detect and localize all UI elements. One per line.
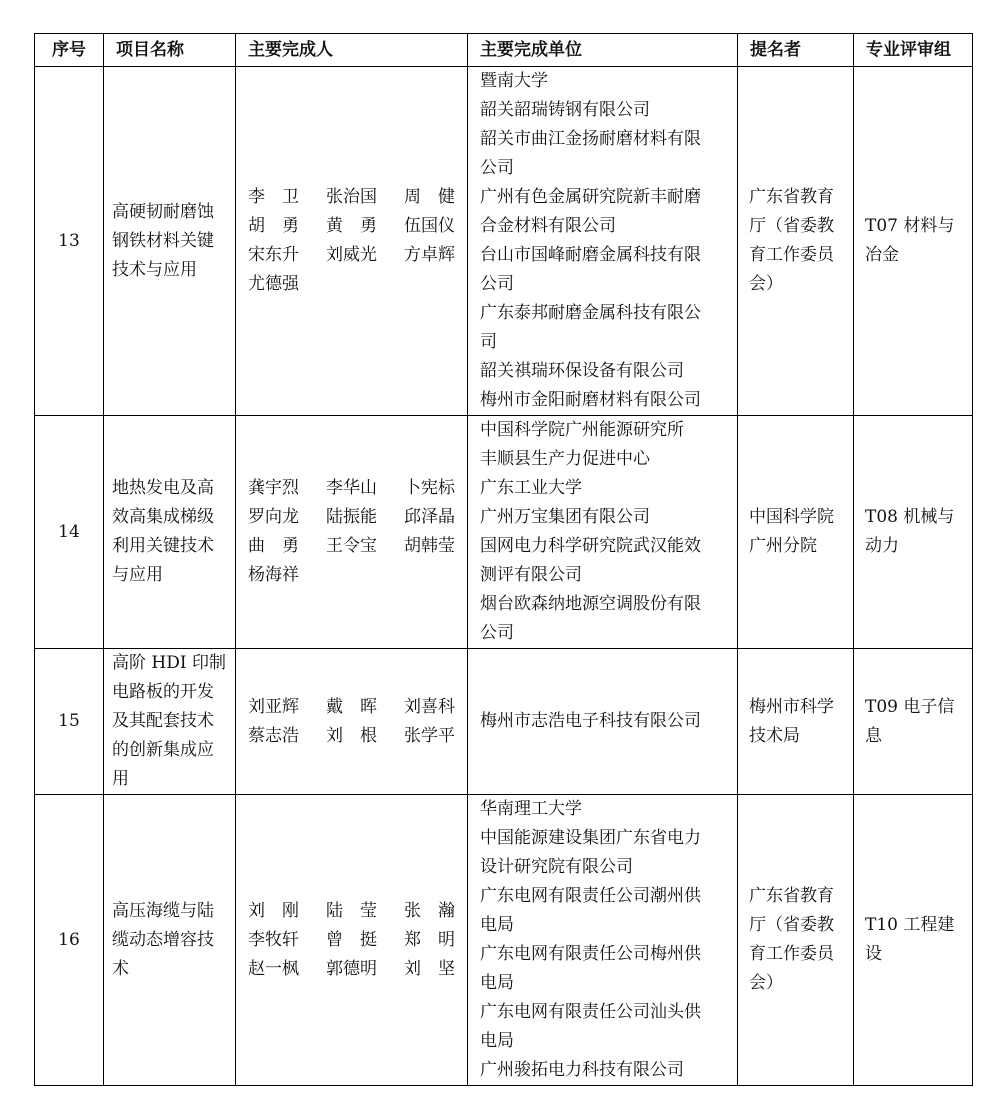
person-name: 王令宝 [326, 536, 377, 556]
header-main-units: 主要完成单位 [468, 34, 738, 67]
person-name: 张治国 [326, 187, 377, 207]
person-name: 李牧轩 [248, 929, 299, 950]
review-group-line: 设 [865, 944, 882, 964]
main-people-cell [236, 416, 468, 649]
people-line [248, 722, 455, 751]
unit-line: 梅州市志浩电子科技有限公司 [480, 711, 701, 731]
review-group-cell [854, 416, 973, 649]
people-line [248, 474, 455, 503]
person-name: 蔡志浩 [248, 725, 299, 746]
unit-line: 电局 [480, 973, 514, 993]
project-name-line: 地热发电及高 [112, 478, 214, 498]
person-name: 罗向龙 [248, 507, 299, 527]
nominator-line: 会） [749, 274, 783, 294]
main-units-cell [468, 416, 738, 649]
person-name: 张 瀚 [404, 900, 455, 921]
table-row [35, 795, 973, 1086]
unit-line: 广东泰邦耐磨金属科技有限公 [480, 303, 701, 323]
review-group-line: T08 机械与 [865, 507, 955, 527]
person-name: 邱泽晶 [404, 507, 455, 527]
review-group-cell [854, 649, 973, 795]
nominator-cell [738, 649, 854, 795]
main-units-cell [468, 795, 738, 1086]
people-line [248, 693, 455, 722]
header-review-group: 专业评审组 [854, 34, 973, 67]
review-group-line: T09 电子信 [865, 696, 955, 717]
person-name: 刘 刚 [248, 900, 299, 921]
table-body [35, 67, 973, 1086]
unit-line: 韶关祺瑞环保设备有限公司 [480, 361, 684, 381]
person-name: 郭德明 [326, 958, 377, 979]
row-number: 14 [35, 416, 104, 649]
project-name-line: 高压海缆与陆 [112, 900, 214, 921]
unit-line: 电局 [480, 915, 514, 935]
review-group-line: 动力 [865, 536, 899, 556]
people-line [248, 926, 455, 955]
project-name-line: 的创新集成应 [112, 740, 214, 760]
person-name: 宋东升 [248, 245, 299, 265]
unit-line: 广东电网有限责任公司梅州供 [480, 944, 701, 964]
unit-line: 梅州市金阳耐磨材料有限公司 [480, 390, 701, 410]
review-group-cell [854, 67, 973, 416]
project-name-line: 技术与应用 [112, 259, 197, 280]
people-line [248, 270, 455, 299]
people-line [248, 503, 455, 532]
project-name-line: 高阶 HDI 印制 [112, 653, 226, 673]
unit-line: 台山市国峰耐磨金属科技有限 [480, 245, 701, 265]
project-name-line: 与应用 [112, 565, 163, 585]
person-name: 周 健 [404, 187, 455, 207]
review-group-cell [854, 795, 973, 1086]
nominator-line: 梅州市科学 [749, 696, 834, 717]
main-people-cell [236, 795, 468, 1086]
header-no: 序号 [35, 34, 104, 67]
unit-line: 测评有限公司 [480, 565, 582, 585]
unit-line: 中国科学院广州能源研究所 [480, 420, 684, 440]
person-name: 陆 莹 [326, 900, 377, 921]
review-group-line: T07 材料与 [865, 216, 955, 236]
unit-line: 暨南大学 [480, 71, 548, 91]
main-units-cell [468, 649, 738, 795]
person-name: 郑 明 [404, 929, 455, 950]
project-name-line: 术 [112, 958, 129, 979]
unit-line: 中国能源建设集团广东省电力 [480, 828, 701, 848]
main-units-cell [468, 67, 738, 416]
review-group-line: 冶金 [865, 245, 899, 265]
people-line [248, 241, 455, 270]
nominator-line: 育工作委员 [749, 944, 834, 964]
table-row [35, 416, 973, 649]
person-name: 胡韩莹 [404, 536, 455, 556]
unit-line: 电局 [480, 1031, 514, 1051]
project-name-cell [104, 649, 236, 795]
header-main-people: 主要完成人 [236, 34, 468, 67]
nominator-line: 厅（省委教 [749, 915, 834, 935]
unit-line: 华南理工大学 [480, 799, 582, 819]
nominator-line: 广东省教育 [749, 187, 834, 207]
unit-line: 丰顺县生产力促进中心 [480, 449, 650, 469]
nominator-line: 广东省教育 [749, 886, 834, 906]
person-name: 卜宪标 [404, 478, 455, 498]
main-people-cell [236, 67, 468, 416]
person-name: 尤德强 [248, 274, 299, 294]
unit-line: 公司 [480, 158, 514, 178]
person-name: 杨海祥 [248, 565, 299, 585]
project-name-cell [104, 67, 236, 416]
unit-line: 广东工业大学 [480, 478, 582, 498]
nominator-line: 会） [749, 973, 783, 993]
unit-line: 广州万宝集团有限公司 [480, 507, 650, 527]
main-people-cell [236, 649, 468, 795]
unit-line: 韶关韶瑞铸钢有限公司 [480, 100, 650, 120]
project-name-cell [104, 795, 236, 1086]
project-name-line: 利用关键技术 [112, 536, 214, 556]
project-name-line: 及其配套技术 [112, 711, 214, 731]
people-line [248, 897, 455, 926]
person-name: 刘 坚 [404, 958, 455, 979]
people-line [248, 561, 455, 590]
row-number: 13 [35, 67, 104, 416]
person-name: 伍国仪 [404, 216, 455, 236]
unit-line: 公司 [480, 623, 514, 643]
nominator-cell [738, 795, 854, 1086]
project-name-cell [104, 416, 236, 649]
person-name: 刘威光 [326, 245, 377, 265]
review-group-line: 息 [865, 725, 882, 746]
unit-line: 合金材料有限公司 [480, 216, 616, 236]
project-name-line: 效高集成梯级 [112, 507, 214, 527]
award-table [34, 33, 973, 1086]
project-name-line: 用 [112, 769, 129, 789]
project-name-line: 缆动态增容技 [112, 929, 214, 950]
nominator-line: 厅（省委教 [749, 216, 834, 236]
unit-line: 广东电网有限责任公司汕头供 [480, 1002, 701, 1022]
person-name: 曲 勇 [248, 536, 299, 556]
header-nominator: 提名者 [738, 34, 854, 67]
person-name: 黄 勇 [326, 216, 377, 236]
person-name: 李华山 [326, 478, 377, 498]
nominator-cell [738, 67, 854, 416]
unit-line: 烟台欧森纳地源空调股份有限 [480, 594, 701, 614]
person-name: 刘喜科 [404, 696, 455, 717]
unit-line: 韶关市曲江金扬耐磨材料有限 [480, 129, 701, 149]
unit-line: 广东电网有限责任公司潮州供 [480, 886, 701, 906]
person-name: 赵一枫 [248, 958, 299, 979]
header-project-name: 项目名称 [104, 34, 236, 67]
unit-line: 设计研究院有限公司 [480, 857, 633, 877]
person-name: 胡 勇 [248, 216, 299, 236]
project-name-line: 钢铁材料关键 [112, 230, 214, 251]
person-name: 曾 挺 [326, 929, 377, 950]
people-line [248, 532, 455, 561]
people-line [248, 955, 455, 984]
person-name: 龚宇烈 [248, 478, 299, 498]
nominator-line: 育工作委员 [749, 245, 834, 265]
project-name-line: 高硬韧耐磨蚀 [112, 201, 214, 222]
person-name: 张学平 [404, 725, 455, 746]
row-number: 16 [35, 795, 104, 1086]
person-name: 戴 晖 [326, 696, 377, 717]
table-row [35, 649, 973, 795]
unit-line: 司 [480, 332, 497, 352]
header-row [35, 34, 973, 67]
unit-line: 广州有色金属研究院新丰耐磨 [480, 187, 701, 207]
nominator-line: 技术局 [749, 725, 800, 746]
nominator-line: 中国科学院 [749, 507, 834, 527]
unit-line: 国网电力科学研究院武汉能效 [480, 536, 701, 556]
table-row [35, 67, 973, 416]
project-name-line: 电路板的开发 [112, 682, 214, 702]
person-name: 李 卫 [248, 187, 299, 207]
unit-line: 广州骏拓电力科技有限公司 [480, 1060, 684, 1080]
people-line [248, 183, 455, 212]
person-name: 刘亚辉 [248, 696, 299, 717]
person-name: 刘 根 [326, 725, 377, 746]
nominator-line: 广州分院 [749, 536, 817, 556]
review-group-line: T10 工程建 [865, 915, 955, 935]
row-number: 15 [35, 649, 104, 795]
nominator-cell [738, 416, 854, 649]
person-name: 陆振能 [326, 507, 377, 527]
unit-line: 公司 [480, 274, 514, 294]
person-name: 方卓辉 [404, 245, 455, 265]
people-line [248, 212, 455, 241]
